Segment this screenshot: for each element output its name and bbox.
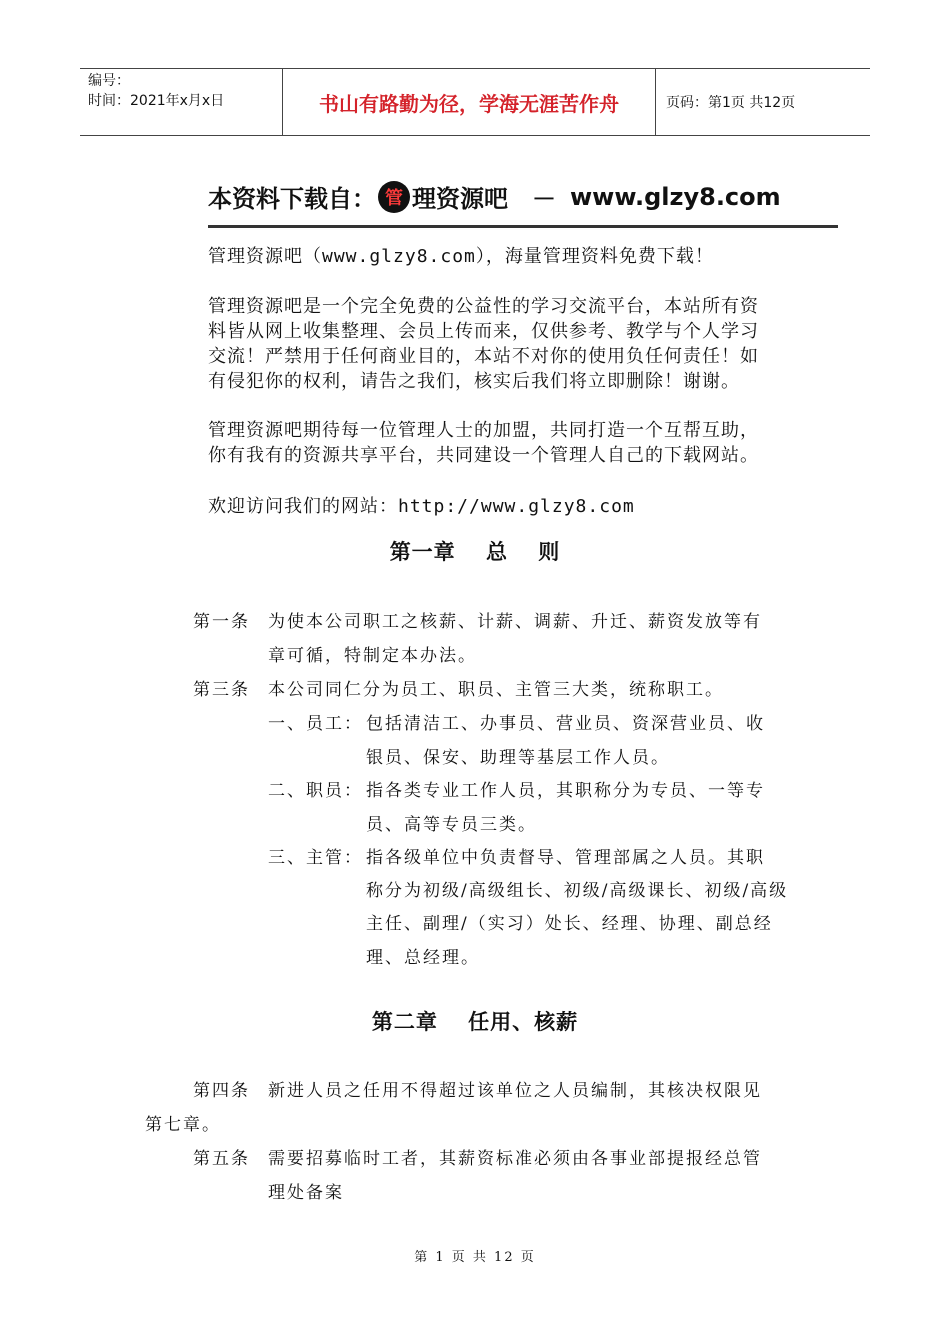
header-left-cell: [80, 69, 282, 135]
download-banner: [208, 168, 838, 228]
ad-line: 有侵犯你的权利，请告之我们，核实后我们将立即删除！谢谢。: [208, 371, 740, 392]
ad-paragraph-2: [208, 294, 838, 394]
item-1-label: 一、员工：: [268, 714, 363, 734]
article-1-text: 章可循，特制定本办法。: [268, 646, 477, 666]
item-3-text: 称分为初级/高级组长、初级/高级课长、初级/高级: [366, 881, 789, 901]
item-3-label: 三、主管：: [268, 848, 363, 868]
article-4-text: 新进人员之任用不得超过该单位之人员编制，其核决权限见: [268, 1081, 762, 1101]
number-label: 编号：: [88, 73, 130, 89]
item-3-text: 指各级单位中负责督导、管理部属之人员。其职: [366, 848, 765, 868]
article-5-text: 需要招募临时工者，其薪资标准必须由各事业部提报经总管: [268, 1149, 762, 1169]
banner-prefix: 本资料下载自：: [208, 185, 376, 213]
ad-paragraph-1: 管理资源吧（www.glzy8.com），海量管理资料免费下载！: [208, 246, 714, 267]
site-logo-icon: 管: [378, 181, 410, 213]
article-3-label: 第三条: [193, 680, 250, 700]
motto: 书山有路勤为径，学海无涯苦作舟: [282, 69, 656, 135]
page-footer: 第 1 页 共 12 页: [414, 1250, 536, 1265]
banner-site-name: 理资源吧: [412, 185, 508, 213]
item-2-label: 二、职员：: [268, 781, 363, 801]
ad-paragraph-3: [208, 418, 838, 468]
article-4-label: 第四条: [193, 1081, 250, 1101]
article-3-text: 本公司同仁分为员工、职员、主管三大类，统称职工。: [268, 680, 724, 700]
chapter-2-title: 第二章 任用、核薪: [371, 1009, 579, 1034]
article-4-text: 第七章。: [145, 1115, 221, 1135]
ad-line: 管理资源吧是一个完全免费的公益性的学习交流平台，本站所有资: [208, 296, 759, 317]
ad-line: 料皆从网上收集整理、会员上传而来，仅供参考、教学与个人学习: [208, 321, 759, 342]
item-2-text: 指各类专业工作人员，其职称分为专员、一等专: [366, 781, 765, 801]
banner-url[interactable]: www.glzy8.com: [570, 182, 781, 211]
time-label: 时间：2021年x月x日: [88, 93, 225, 109]
banner-dash: －: [532, 185, 556, 213]
item-2-text: 员、高等专员三类。: [366, 815, 537, 835]
item-1-text: 银员、保安、助理等基层工作人员。: [366, 748, 670, 768]
ad-line: 你有我有的资源共享平台，共同建设一个管理人自己的下载网站。: [208, 445, 759, 466]
article-1-label: 第一条: [193, 612, 250, 632]
article-1-text: 为使本公司职工之核薪、计薪、调薪、升迁、薪资发放等有: [268, 612, 762, 632]
chapter-1-title: 第一章 总 则: [389, 539, 561, 564]
ad-line: 管理资源吧期待每一位管理人士的加盟，共同打造一个互帮互助，: [208, 420, 759, 441]
ad-paragraph-4: 欢迎访问我们的网站：http://www.glzy8.com: [208, 496, 635, 517]
page-info: 页码：第1页 共12页: [666, 95, 796, 111]
item-1-text: 包括清洁工、办事员、营业员、资深营业员、收: [366, 714, 765, 734]
article-5-label: 第五条: [193, 1149, 250, 1169]
item-3-text: 主任、副理/（实习）处长、经理、协理、副总经: [366, 914, 773, 934]
article-5-text: 理处备案: [268, 1183, 344, 1203]
document-header: [80, 68, 870, 136]
item-3-text: 理、总经理。: [366, 948, 480, 968]
ad-line: 交流！严禁用于任何商业目的，本站不对你的使用负任何责任！如: [208, 346, 759, 367]
